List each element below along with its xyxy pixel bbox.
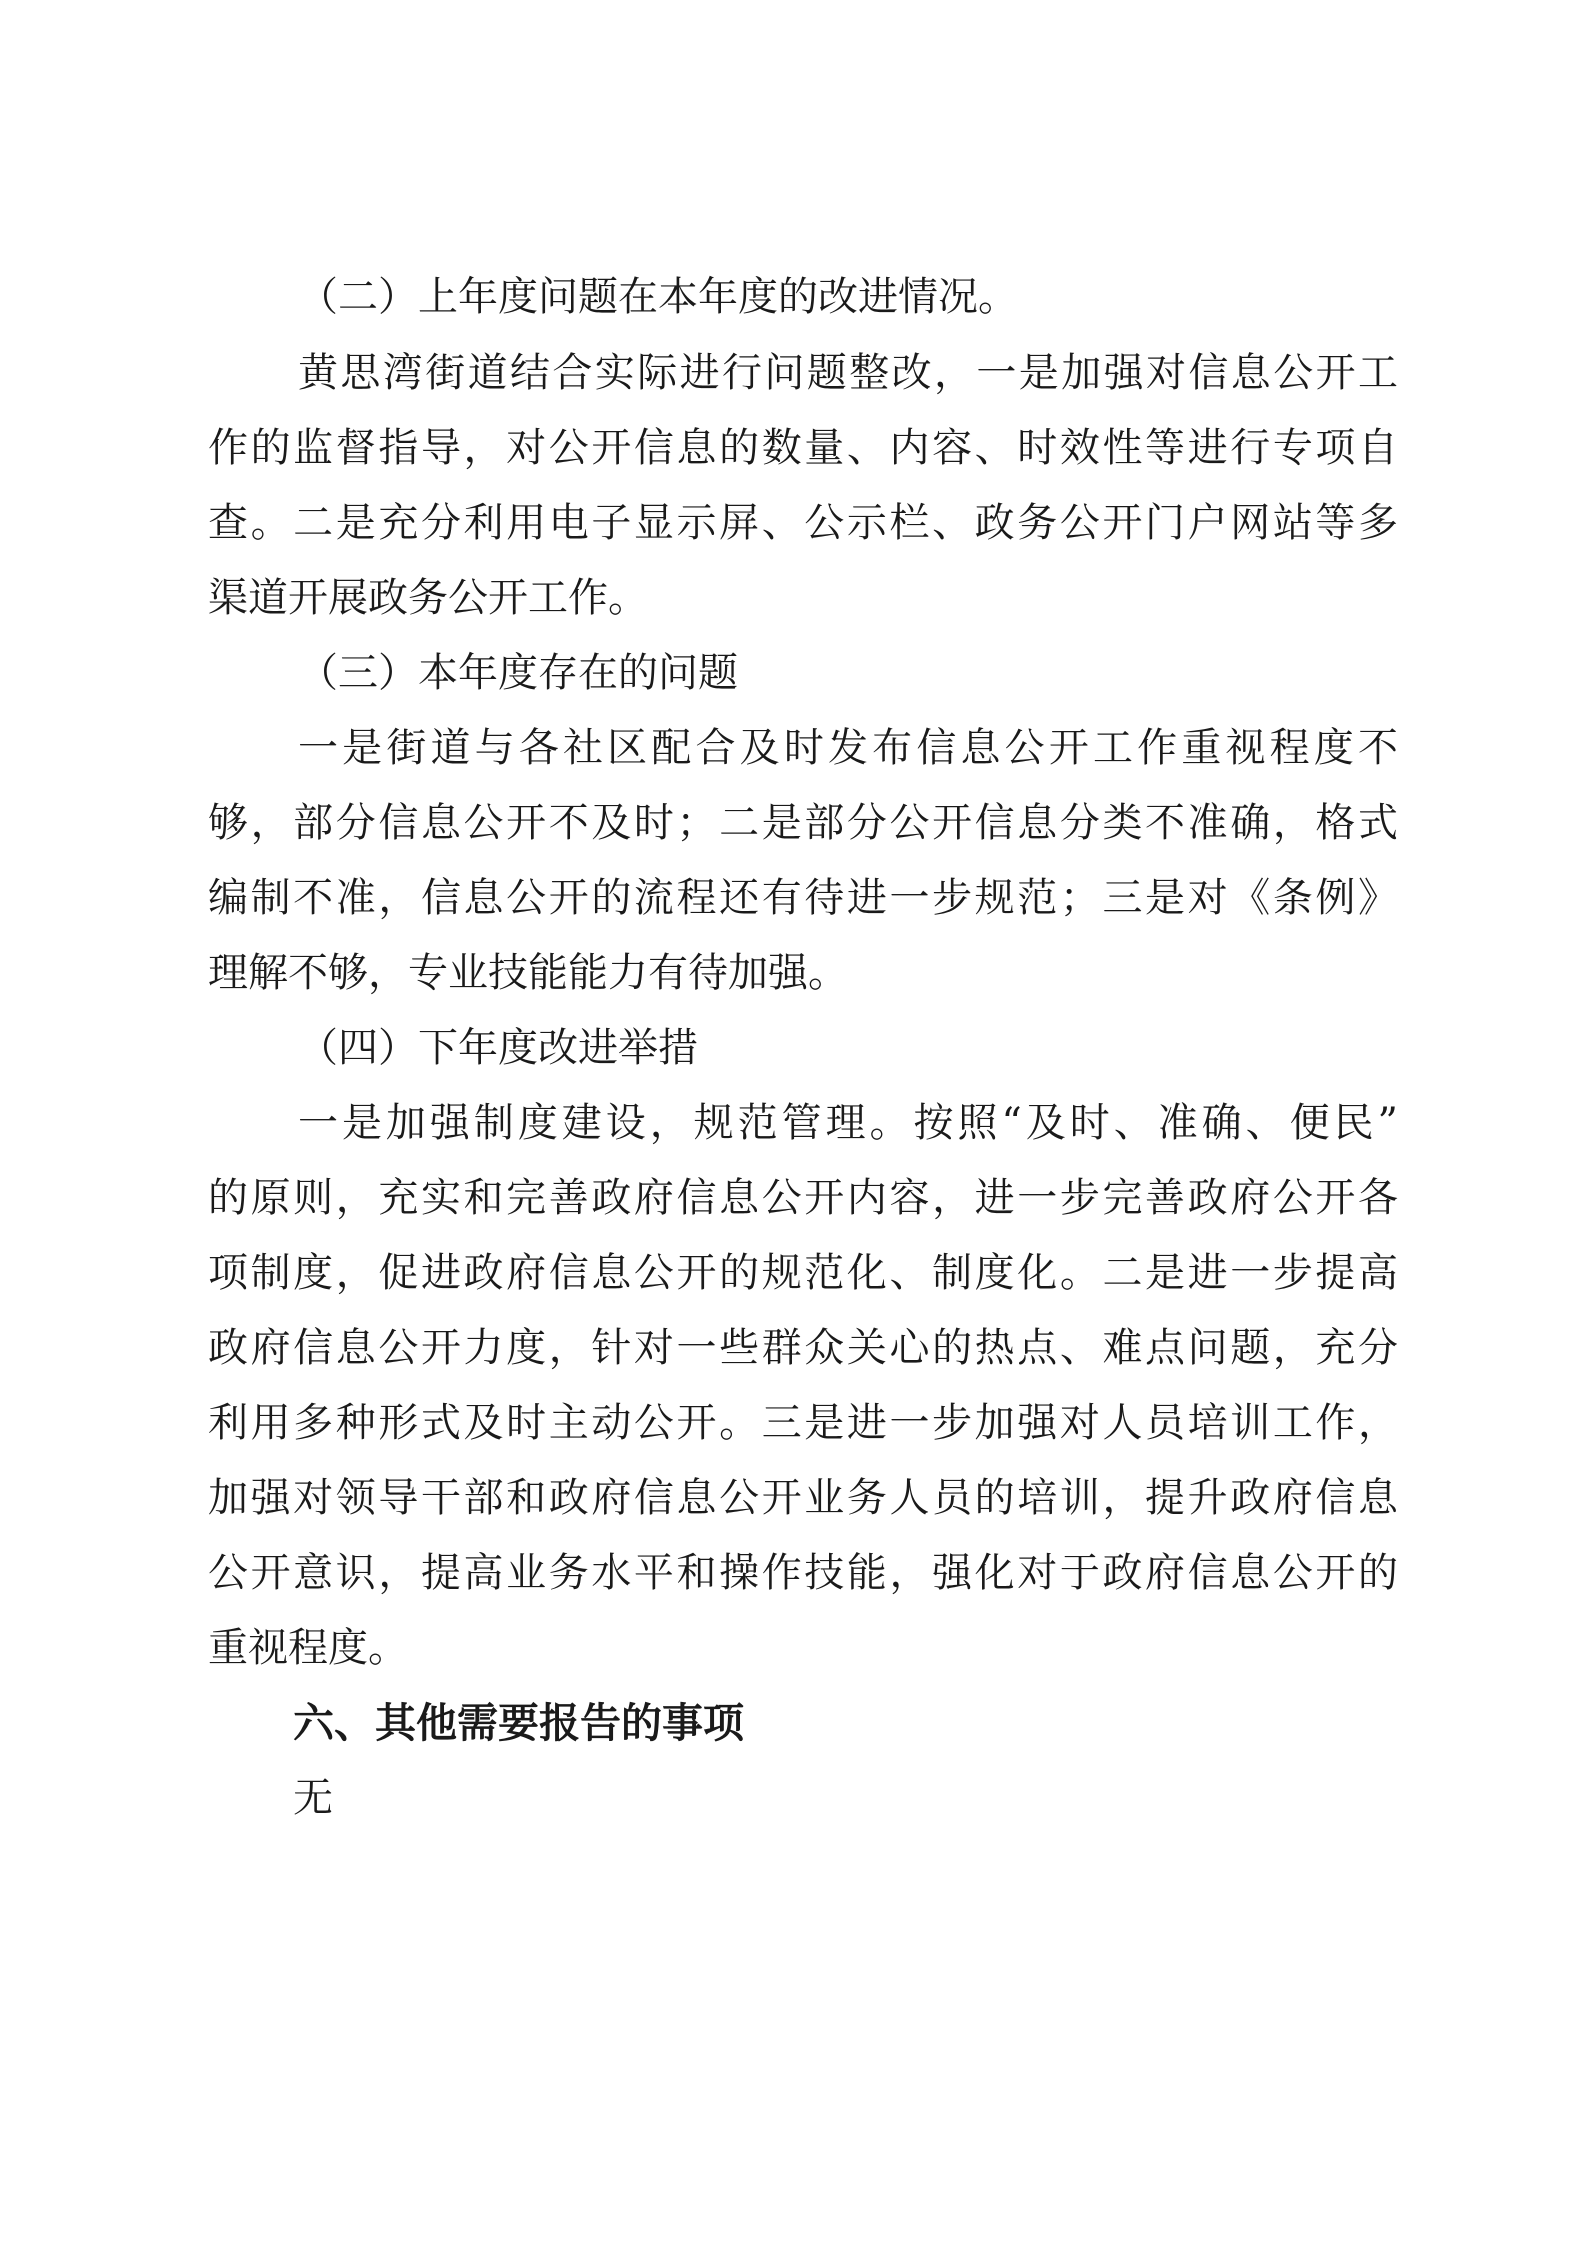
paragraph-line: 一是街道与各社区配合及时发布信息公开工作重视程度不 (298, 725, 1398, 771)
paragraph-line: 黄思湾街道结合实际进行问题整改，一是加强对信息公开工 (298, 350, 1398, 396)
paragraph-line: 理解不够，专业技能能力有待加强。 (208, 950, 848, 996)
paragraph-line: 渠道开展政务公开工作。 (208, 575, 648, 621)
paragraph-line: 政府信息公开力度，针对一些群众关心的热点、难点问题，充分 (208, 1325, 1398, 1371)
chapter-heading-other-matters: 六、其他需要报告的事项 (293, 1699, 744, 1747)
paragraph-line: 加强对领导干部和政府信息公开业务人员的培训，提升政府信息 (208, 1475, 1398, 1521)
section-heading-measures: （四）下年度改进举措 (298, 1025, 698, 1071)
paragraph-line: 的原则，充实和完善政府信息公开内容，进一步完善政府公开各 (208, 1175, 1398, 1221)
paragraph-line: 作的监督指导，对公开信息的数量、内容、时效性等进行专项自 (208, 425, 1398, 471)
paragraph-line: 编制不准，信息公开的流程还有待进一步规范；三是对《条例》 (208, 875, 1398, 921)
paragraph-line: 无 (293, 1775, 333, 1821)
section-heading-issues: （三）本年度存在的问题 (298, 650, 738, 696)
paragraph-line: 公开意识，提高业务水平和操作技能，强化对于政府信息公开的 (208, 1550, 1398, 1596)
paragraph-line: 查。二是充分利用电子显示屏、公示栏、政务公开门户网站等多 (208, 500, 1398, 546)
section-heading-improvement: （二）上年度问题在本年度的改进情况。 (298, 274, 1018, 320)
paragraph-line: 利用多种形式及时主动公开。三是进一步加强对人员培训工作， (208, 1400, 1398, 1446)
paragraph-line: 项制度，促进政府信息公开的规范化、制度化。二是进一步提高 (208, 1250, 1398, 1296)
paragraph-line: 一是加强制度建设，规范管理。按照“及时、准确、便民” (298, 1100, 1398, 1146)
paragraph-line: 够，部分信息公开不及时；二是部分公开信息分类不准确，格式 (208, 800, 1398, 846)
paragraph-line: 重视程度。 (208, 1625, 408, 1671)
